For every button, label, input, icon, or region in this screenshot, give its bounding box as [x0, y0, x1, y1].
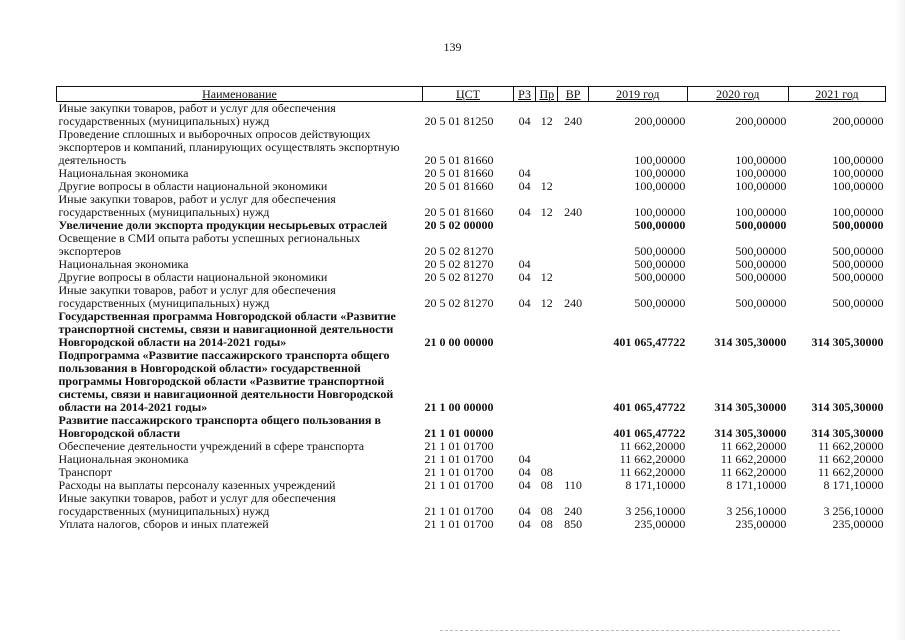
row-name: Проведение сплошных и выборочных опросов действующих экспортеров и компаний, планирующих осуществлять экспортную деятельность	[58, 127, 400, 167]
row-pr	[536, 232, 558, 258]
row-pr: 08	[540, 465, 553, 479]
header-2021: 2021 год	[788, 87, 885, 102]
row-vr	[558, 232, 588, 258]
row-name: Подпрограмма «Развитие пассажирского транспорта общего пользования в Новгородской области» государственной программы Новгородской области «Развитие транспортной системы, связи и навигационной деятельности Новгородской области на 2014-2021 годы»	[58, 348, 394, 414]
row-cst: 21 1 01 01700	[424, 478, 494, 492]
row-name: Транспорт	[58, 465, 112, 479]
row-2020: 100,00000	[735, 166, 787, 180]
row-rz	[513, 219, 535, 232]
row-rz: 04	[518, 257, 531, 271]
table-row	[57, 414, 886, 440]
row-pr: 08	[540, 504, 553, 518]
row-cst: 20 5 02 00000	[424, 218, 494, 232]
table-header	[57, 87, 886, 102]
row-rz	[513, 128, 535, 167]
row-name: Другие вопросы в области национальной экономики	[58, 270, 328, 284]
row-pr: 12	[540, 296, 553, 310]
row-vr: 240	[564, 114, 583, 128]
row-2020: 500,00000	[735, 244, 787, 258]
row-rz: 04	[518, 114, 531, 128]
row-2019: 100,00000	[634, 179, 686, 193]
table-row	[57, 492, 886, 518]
row-vr	[558, 258, 588, 271]
row-2020: 3 256,10000	[726, 504, 787, 518]
row-2019: 401 065,47722	[613, 335, 686, 349]
table-row	[57, 128, 886, 167]
row-cst: 20 5 02 81270	[424, 270, 494, 284]
row-2021: 500,00000	[832, 296, 884, 310]
row-2021: 100,00000	[832, 166, 884, 180]
row-rz	[513, 414, 535, 440]
row-name: Государственная программа Новгородской области «Развитие транспортной системы, связи и навигационной деятельности Новгородской области на 2014-2021 годы»	[58, 309, 396, 349]
header-2019: 2019 год	[588, 87, 687, 102]
row-cst: 21 1 00 00000	[424, 400, 494, 414]
row-vr: 850	[564, 517, 583, 531]
header-cst: ЦСТ	[422, 87, 513, 102]
row-pr: 12	[540, 270, 553, 284]
row-2020: 100,00000	[735, 153, 787, 167]
row-2020: 200,00000	[735, 114, 787, 128]
row-2019: 500,00000	[634, 296, 686, 310]
row-rz: 04	[518, 179, 531, 193]
row-2021: 314 305,30000	[811, 400, 884, 414]
row-2019: 100,00000	[634, 153, 686, 167]
row-vr	[558, 310, 588, 349]
row-vr	[558, 219, 588, 232]
row-name: Национальная экономика	[58, 257, 189, 271]
row-2021: 100,00000	[832, 179, 884, 193]
row-2020: 314 305,30000	[714, 335, 787, 349]
row-rz: 04	[518, 478, 531, 492]
row-rz: 04	[518, 452, 531, 466]
row-cst: 20 5 02 81270	[424, 296, 494, 310]
row-2019: 100,00000	[634, 166, 686, 180]
row-pr: 08	[540, 478, 553, 492]
table-row	[57, 102, 886, 129]
row-2019: 500,00000	[634, 218, 686, 232]
row-2020: 235,00000	[735, 517, 787, 531]
row-rz	[513, 310, 535, 349]
row-rz: 04	[518, 166, 531, 180]
row-2021: 500,00000	[832, 270, 884, 284]
table-row	[57, 193, 886, 219]
row-2021: 500,00000	[832, 257, 884, 271]
table-row	[57, 232, 886, 258]
row-rz: 04	[518, 270, 531, 284]
row-vr	[558, 440, 588, 453]
table-row	[57, 349, 886, 414]
header-vr: ВР	[558, 87, 588, 102]
row-2019: 11 662,20000	[619, 439, 686, 453]
row-2019: 8 171,10000	[625, 478, 686, 492]
row-vr: 240	[564, 504, 583, 518]
header-pr: Пр	[536, 87, 558, 102]
row-pr: 12	[540, 205, 553, 219]
row-rz: 04	[518, 517, 531, 531]
row-pr	[536, 414, 558, 440]
row-vr: 240	[564, 205, 583, 219]
row-name: Уплата налогов, сборов и иных платежей	[58, 517, 269, 531]
row-cst: 20 5 01 81660	[424, 166, 494, 180]
row-pr	[536, 310, 558, 349]
row-2021: 235,00000	[832, 517, 884, 531]
row-pr	[536, 440, 558, 453]
row-name: Обеспечение деятельности учреждений в сфере транспорта	[58, 439, 365, 453]
row-2021: 100,00000	[832, 205, 884, 219]
row-vr	[558, 453, 588, 466]
row-2020: 11 662,20000	[720, 465, 787, 479]
row-cst: 21 1 01 01700	[424, 439, 494, 453]
row-2021: 500,00000	[832, 244, 884, 258]
row-2020: 500,00000	[735, 257, 787, 271]
row-2021: 314 305,30000	[811, 335, 884, 349]
row-2019: 500,00000	[634, 244, 686, 258]
row-2020: 500,00000	[735, 218, 787, 232]
page-number: 139	[443, 40, 462, 54]
row-name: Освещение в СМИ опыта работы успешных региональных экспортеров	[58, 231, 361, 258]
row-name: Национальная экономика	[58, 166, 189, 180]
row-name: Иные закупки товаров, работ и услуг для обеспечения государственных (муниципальных) нужд	[58, 101, 336, 128]
header-name: Наименование	[57, 87, 423, 102]
row-pr	[536, 219, 558, 232]
table-row	[57, 518, 886, 531]
row-vr	[558, 167, 588, 180]
row-2021: 11 662,20000	[817, 452, 884, 466]
row-2021: 11 662,20000	[817, 465, 884, 479]
row-name: Иные закупки товаров, работ и услуг для обеспечения государственных (муниципальных) нужд	[58, 192, 336, 219]
row-cst: 20 5 01 81660	[424, 205, 494, 219]
row-cst: 20 5 01 81250	[424, 114, 494, 128]
row-2019: 500,00000	[634, 270, 686, 284]
row-2021: 3 256,10000	[823, 504, 884, 518]
row-cst: 21 1 01 01700	[424, 465, 494, 479]
row-2020: 8 171,10000	[726, 478, 787, 492]
scan-edge	[895, 0, 905, 640]
row-name: Иные закупки товаров, работ и услуг для обеспечения государственных (муниципальных) нужд	[58, 491, 336, 518]
row-pr: 12	[540, 114, 553, 128]
table-body	[57, 102, 886, 532]
row-2020: 500,00000	[735, 270, 787, 284]
row-vr	[558, 349, 588, 414]
row-pr: 12	[540, 179, 553, 193]
row-cst: 20 5 02 81270	[424, 244, 494, 258]
row-name: Иные закупки товаров, работ и услуг для обеспечения государственных (муниципальных) нужд	[58, 283, 336, 310]
row-vr	[558, 271, 588, 284]
row-2019: 401 065,47722	[613, 426, 686, 440]
row-2020: 314 305,30000	[714, 400, 787, 414]
row-2019: 235,00000	[634, 517, 686, 531]
row-pr	[536, 349, 558, 414]
row-name: Увеличение доли экспорта продукции несырьевых отраслей	[58, 218, 388, 232]
row-2020: 100,00000	[735, 179, 787, 193]
row-2020: 100,00000	[735, 205, 787, 219]
row-cst: 20 5 02 81270	[424, 257, 494, 271]
table-row	[57, 310, 886, 349]
row-cst: 21 1 01 01700	[424, 452, 494, 466]
row-pr	[536, 128, 558, 167]
row-rz	[513, 232, 535, 258]
row-2021: 314 305,30000	[811, 426, 884, 440]
row-cst: 21 1 01 01700	[424, 504, 494, 518]
row-vr	[558, 414, 588, 440]
row-name: Национальная экономика	[58, 452, 189, 466]
row-2021: 500,00000	[832, 218, 884, 232]
row-name: Развитие пассажирского транспорта общего пользования в Новгородской области	[58, 413, 382, 440]
row-cst: 20 5 01 81660	[424, 179, 494, 193]
row-vr: 240	[564, 296, 583, 310]
row-name: Другие вопросы в области национальной экономики	[58, 179, 328, 193]
row-2019: 100,00000	[634, 205, 686, 219]
row-2019: 11 662,20000	[619, 465, 686, 479]
row-2020: 11 662,20000	[720, 452, 787, 466]
row-cst: 20 5 01 81660	[424, 153, 494, 167]
row-2021: 100,00000	[832, 153, 884, 167]
row-cst: 21 1 01 01700	[424, 517, 494, 531]
row-2020: 500,00000	[735, 296, 787, 310]
row-rz: 04	[518, 465, 531, 479]
row-2021: 8 171,10000	[823, 478, 884, 492]
footer-line	[440, 630, 840, 632]
row-2020: 314 305,30000	[714, 426, 787, 440]
budget-table	[56, 86, 886, 531]
row-2019: 200,00000	[634, 114, 686, 128]
row-2019: 11 662,20000	[619, 452, 686, 466]
row-2020: 11 662,20000	[720, 439, 787, 453]
row-vr	[558, 180, 588, 193]
row-cst: 21 0 00 00000	[424, 335, 494, 349]
row-vr	[558, 128, 588, 167]
row-rz: 04	[518, 504, 531, 518]
row-name: Расходы на выплаты персоналу казенных учреждений	[58, 478, 336, 492]
row-vr: 110	[564, 478, 582, 492]
row-pr: 08	[540, 517, 553, 531]
row-2019: 500,00000	[634, 257, 686, 271]
table-row	[57, 284, 886, 310]
row-2021: 200,00000	[832, 114, 884, 128]
row-2019: 401 065,47722	[613, 400, 686, 414]
row-2019: 3 256,10000	[625, 504, 686, 518]
row-rz: 04	[518, 296, 531, 310]
header-rz: РЗ	[513, 87, 535, 102]
row-rz: 04	[518, 205, 531, 219]
header-2020: 2020 год	[687, 87, 788, 102]
row-2021: 11 662,20000	[817, 439, 884, 453]
row-rz	[513, 349, 535, 414]
row-cst: 21 1 01 00000	[424, 426, 494, 440]
